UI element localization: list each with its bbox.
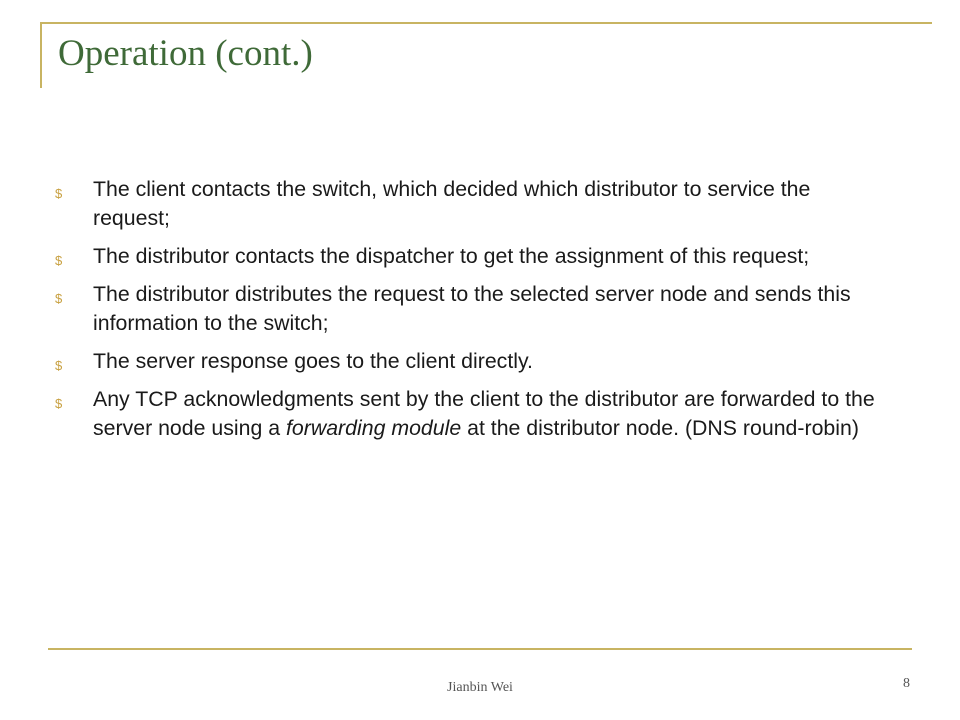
bullet-text-after: at the distributor node. (DNS round-robin)	[461, 416, 859, 440]
bullet-item	[55, 347, 875, 376]
bullet-text-before: Any TCP acknowledgments sent by the client to the distributor are forwarded to the server node using a	[93, 387, 875, 440]
footer-author: Jianbin Wei	[447, 680, 513, 695]
bullet-marker: $	[55, 253, 63, 268]
bullet-item	[55, 242, 875, 271]
title-side-rule	[40, 22, 42, 88]
bullet-marker: $	[55, 358, 63, 373]
bullet-item	[55, 385, 875, 443]
bullet-emphasis: forwarding module	[285, 416, 462, 440]
bullet-marker: $	[55, 396, 63, 411]
page-number: 8	[903, 676, 910, 691]
slide-title: Operation (cont.)	[58, 33, 313, 74]
bullet-list	[55, 175, 875, 452]
bullet-marker: $	[55, 186, 63, 201]
bullet-text: The distributor distributes the request to the selected server node and sends this information to the switch;	[93, 282, 851, 335]
bullet-text: The client contacts the switch, which decided which distributor to service the request;	[93, 177, 811, 230]
top-rule	[40, 22, 932, 24]
bullet-item	[55, 175, 875, 233]
bullet-text: The distributor contacts the dispatcher to get the assignment of this request;	[93, 244, 810, 268]
bullet-marker: $	[55, 291, 63, 306]
bullet-item	[55, 280, 875, 338]
bottom-rule	[48, 648, 912, 650]
bullet-text: The server response goes to the client directly.	[93, 349, 533, 373]
